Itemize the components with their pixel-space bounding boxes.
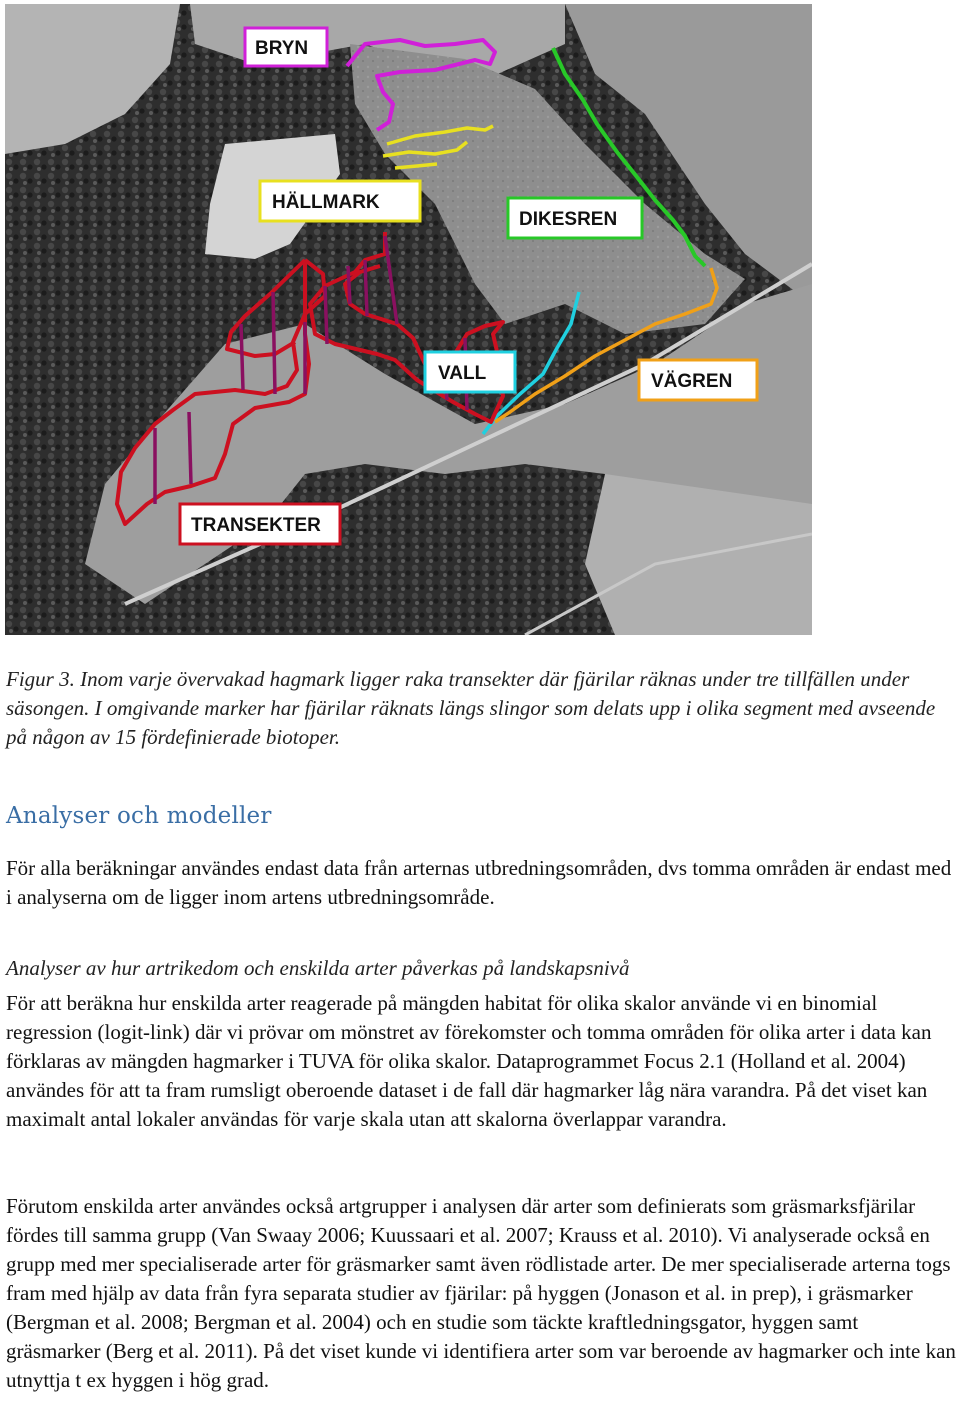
paragraph-species-groups: Förutom enskilda arter användes också artgrupper i analysen där arter som definierats som gräsmarksfjärilar fördes till samma grupp (Van Swaay 2006; Kuussaari et al. 2007; Krauss et al. 2010). Vi analyserade också en grupp med mer specialiserade arter för gräsmarker samt även rödlistade arter. De mer specialiserade arterna togs fram med hjälp av data från fyra separata studier av fjärilar: på hyggen (Jonason et al. in prep), i gräsmarker (Bergman et al. 2008; Bergman et al. 2004) och en studie som täckte kraftledningsgator, hyggen samt gräsmarker (Berg et al. 2011). På det viset kunde vi identifiera arter som var beroende av hagmarker och inte kan utnyttja t ex hyggen i hög grad. (6, 1194, 956, 1392)
label-dikesren (508, 198, 642, 238)
label-dikesren-text: DIKESREN (519, 209, 618, 230)
label-transekter (180, 504, 340, 544)
label-vall-text: VALL (438, 363, 487, 384)
label-bryn-text: BRYN (255, 38, 309, 59)
label-vagren-text: VÄGREN (651, 371, 733, 392)
figure-caption: Figur 3. Inom varje övervakad hagmark ligger raka transekter där fjärilar räknas under tre tillfällen under säsongen. I omgivande marker har fjärilar räknats längs slingor som delats upp i olika segment med avseende på någon av 15 fördefinierade biotoper. (6, 667, 936, 749)
label-vall (425, 352, 515, 392)
label-hallmark (260, 181, 420, 221)
label-vagren (639, 360, 757, 400)
subsection-heading: Analyser av hur artrikedom och enskilda arter påverkas på landskapsnivå (6, 956, 630, 980)
paragraph-binomial-regression: För att beräkna hur enskilda arter reagerade på mängden habitat för olika skalor använde vi en binomial regression (logit-link) där vi prövar om mönstret av förekomster och tomma områden för olika arter i data kan förklaras av mängden hagmarker i TUVA för olika skalor. Dataprogrammet Focus 2.1 (Holland et al. 2004) användes för att ta fram rumsligt oberoende dataset i de fall där hagmarker låg nära varandra. På det viset kan maximalt antal lokaler användas för varje skala utan att skalorna överlappar varandra. (6, 991, 932, 1131)
label-bryn (245, 28, 327, 66)
section-heading: Analyser och modeller (6, 803, 272, 829)
label-hallmark-text: HÄLLMARK (272, 192, 380, 213)
aerial-map (5, 4, 812, 635)
label-transekter-text: TRANSEKTER (191, 515, 321, 536)
intro-paragraph: För alla beräkningar användes endast data från arternas utbredningsområden, dvs tomma områden är endast med i analyserna om de ligger inom artens utbredningsområde. (6, 856, 952, 909)
